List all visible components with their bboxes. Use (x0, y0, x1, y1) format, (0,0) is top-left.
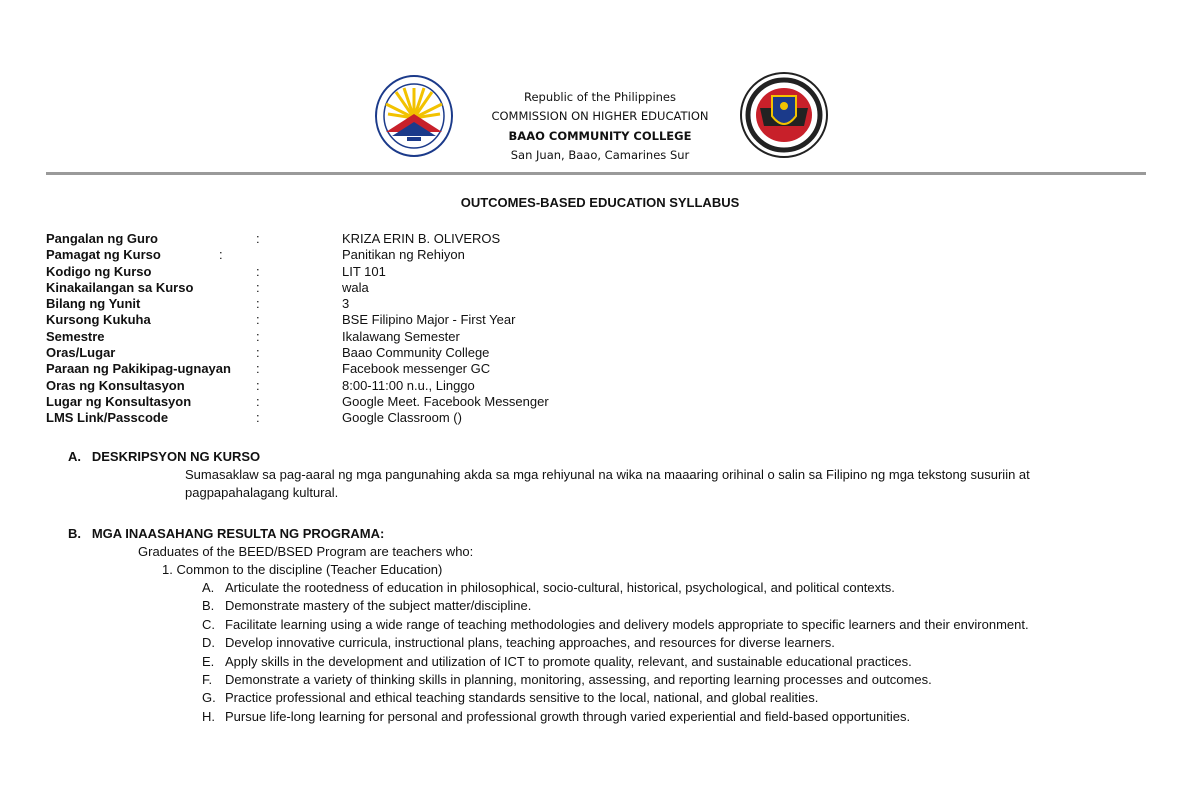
list-item-text: Pursue life-long learning for personal and professional growth through varied experiential and field-based opportunities. (225, 708, 911, 724)
info-value: Facebook messenger GC (342, 361, 491, 377)
info-value: Baao Community College (342, 345, 490, 361)
info-colon: : (256, 296, 260, 312)
section-b-heading: B. MGA INAASAHANG RESULTA NG PROGRAMA: (68, 526, 385, 541)
info-colon: : (256, 312, 260, 328)
list-item-text: Facilitate learning using a wide range of teaching methodologies and delivery models appropriate to specific learners and their environment. (225, 616, 1029, 632)
info-label: LMS Link/Passcode (46, 410, 169, 426)
list-item-letter: F. (202, 671, 213, 687)
info-label: Pamagat ng Kurso (46, 247, 161, 263)
info-value: 8:00-11:00 n.u., Linggo (342, 377, 475, 393)
list-item-letter: D. (202, 635, 215, 651)
info-value: Google Classroom () (342, 410, 462, 426)
list-item-letter: C. (202, 616, 215, 632)
info-value: LIT 101 (342, 263, 386, 279)
info-colon: : (256, 328, 260, 344)
info-value: wala (342, 279, 369, 295)
info-label: Pangalan ng Guro (46, 231, 158, 246)
info-colon: : (256, 345, 260, 361)
list-item-text: Practice professional and ethical teaching standards sensitive to the local, national, and global realities. (225, 690, 819, 706)
info-label: Oras/Lugar (46, 345, 116, 361)
info-value: KRIZA ERIN B. OLIVEROS (342, 231, 501, 246)
list-item-text: Develop innovative curricula, instructional plans, teaching approaches, and resources for diverse learners. (225, 635, 835, 651)
list-item-text: Apply skills in the development and utilization of ICT to promote quality, relevant, and sustainable educational practices. (225, 653, 912, 669)
info-colon: : (256, 279, 260, 295)
section-b-subheading: 1. Common to the discipline (Teacher Education) (162, 562, 443, 577)
info-colon: : (256, 231, 260, 246)
info-label: Semestre (46, 328, 105, 344)
list-item-letter: B. (202, 598, 215, 614)
list-item-letter: E. (202, 653, 215, 669)
info-colon: : (256, 377, 260, 393)
info-colon: : (256, 410, 260, 426)
info-colon: : (256, 263, 260, 279)
page-title: OUTCOMES-BASED EDUCATION SYLLABUS (460, 195, 740, 210)
info-value: 3 (342, 296, 350, 312)
info-label: Kinakailangan sa Kurso (46, 279, 194, 295)
info-label: Bilang ng Yunit (46, 296, 141, 312)
section-b-intro: Graduates of the BEED/BSED Program are teachers who: (138, 544, 474, 559)
list-item-letter: A. (202, 580, 215, 595)
info-value: BSE Filipino Major - First Year (342, 312, 516, 328)
info-label: Kursong Kukuha (46, 312, 151, 328)
info-colon: : (256, 393, 260, 409)
header-address: San Juan, Baao, Camarines Sur (510, 148, 690, 162)
info-label: Oras ng Konsultasyon (46, 377, 185, 393)
header-college: BAAO COMMUNITY COLLEGE (508, 129, 692, 143)
header-commission: COMMISSION ON HIGHER EDUCATION (491, 109, 709, 123)
section-a-text-line2: pagpapahalagang kultural. (185, 485, 339, 500)
info-value: Google Meet. Facebook Messenger (342, 393, 549, 409)
info-colon: : (219, 247, 223, 263)
section-a-heading: A. DESKRIPSYON NG KURSO (68, 449, 261, 464)
list-item-text: Articulate the rootedness of education in philosophical, socio-cultural, historical, psychological, and political contexts. (225, 580, 895, 595)
info-label: Lugar ng Konsultasyon (46, 393, 192, 409)
header-divider (46, 172, 1146, 175)
info-value: Panitikan ng Rehiyon (342, 247, 465, 263)
list-item-letter: H. (202, 708, 215, 724)
info-value: Ikalawang Semester (342, 328, 460, 344)
section-a-text-line1: Sumasaklaw sa pag-aaral ng mga pangunahing akda sa mga rehiyunal na wika na maaaring orihinal o salin sa Filipino ng mga tekstong susuriin at (185, 467, 1030, 482)
list-item-text: Demonstrate mastery of the subject matter/discipline. (225, 598, 532, 614)
header-republic: Republic of the Philippines (523, 90, 677, 104)
list-item-text: Demonstrate a variety of thinking skills in planning, monitoring, assessing, and reporting learning processes and outcomes. (225, 671, 932, 687)
info-colon: : (256, 361, 260, 377)
list-item-letter: G. (202, 690, 216, 706)
info-label: Paraan ng Pakikipag-ugnayan (46, 361, 231, 377)
info-label: Kodigo ng Kurso (46, 263, 152, 279)
